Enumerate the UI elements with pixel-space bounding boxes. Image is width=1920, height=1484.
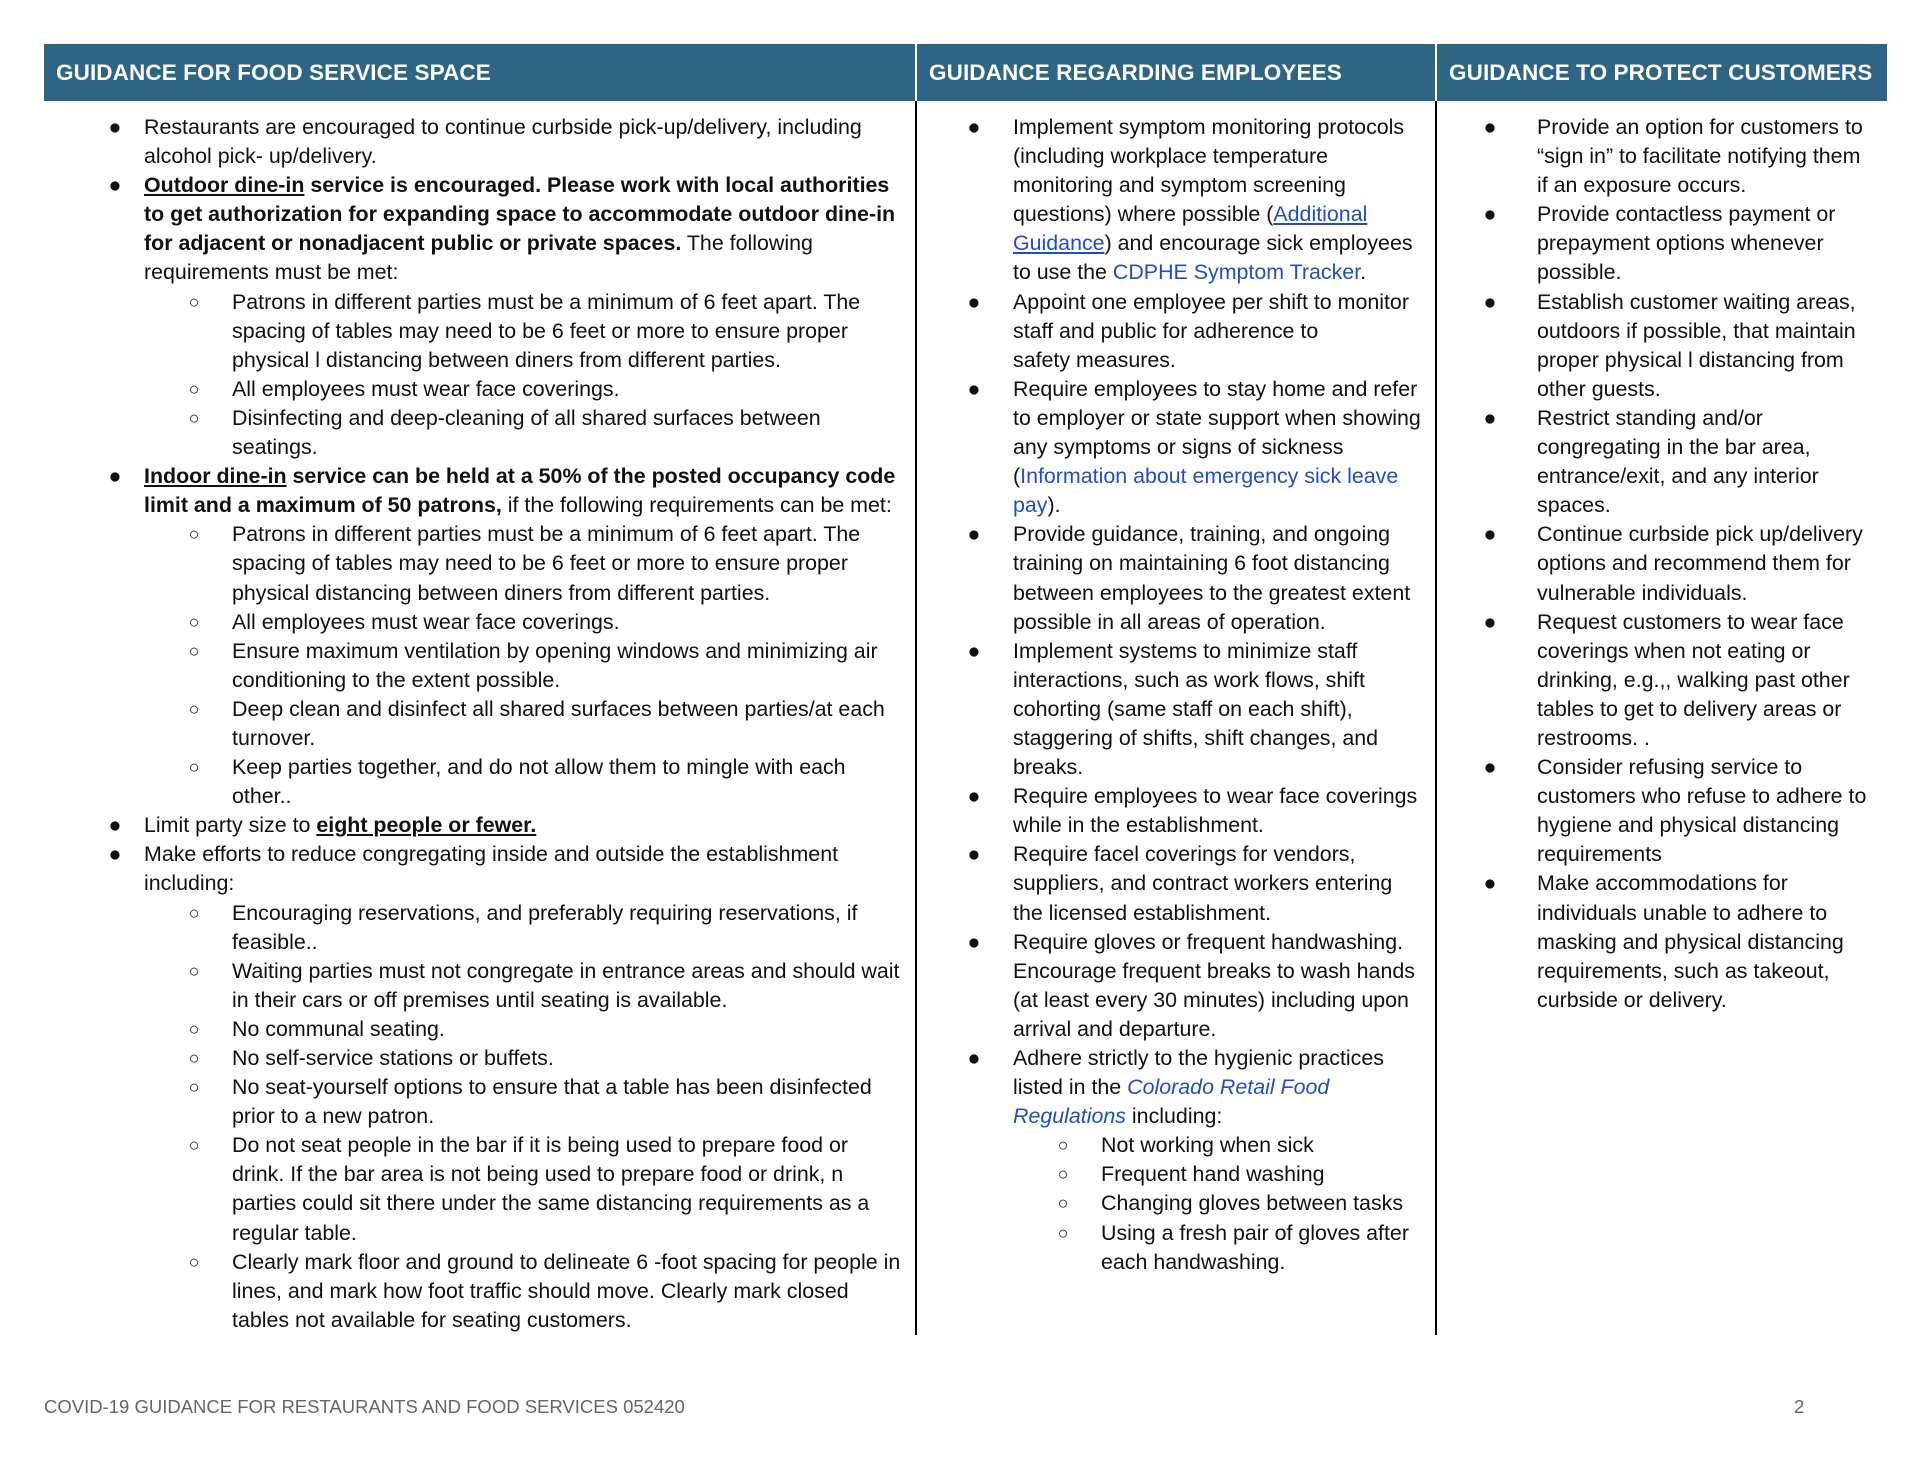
circle-bullet-icon: ○ [188,1048,200,1068]
list-item: ● Establish customer waiting areas, outdoors if possible, that maintain proper physical l distancing from other guests. [1437,288,1877,404]
circle-bullet-icon: ○ [188,960,200,981]
list-item: ● Require employees to stay home and refer to employer or state support when showing any symptoms or signs of sickness (Information about emergency sick leave pay). [917,375,1425,520]
list-item: ● Require gloves or frequent handwashing. Encourage frequent breaks to wash hands (at least every 30 minutes) including upon arrival and departure. [917,928,1425,1044]
bullet-icon: ● [108,813,122,838]
customers-column [1436,101,1887,1335]
sub-list-item: ○ Patrons in different parties must be a minimum of 6 feet apart. The spacing of tables may need to be 6 feet or more to ensure proper physical l distancing between diners from different parties. [144,288,905,375]
list-item: ● Implement systems to minimize staff interactions, such as work flows, shift cohorting (same staff on each shift), staggering of shifts, shift changes, and breaks. [917,637,1425,782]
list-item: ● Continue curbside pick up/delivery options and recommend them for vulnerable individuals. [1437,520,1877,607]
list-item: ● Adhere strictly to the hygienic practices listed in the Colorado Retail Food Regulations including: ○ Not working when sick ○ Frequent hand washing ○ Changing gloves between tasks ○ Using a fresh pair of gloves after each handwashing. [917,1044,1425,1277]
circle-bullet-icon: ○ [188,640,200,661]
bullet-icon: ● [1483,609,1497,634]
bullet-icon: ● [1483,522,1497,547]
sub-list-item: ○ All employees must wear face coverings. [144,608,905,637]
sub-list-item: ○ All employees must wear face coverings. [144,375,905,404]
bullet-icon: ● [108,464,122,489]
sub-list-item: ○ Do not seat people in the bar if it is being used to prepare food or drink. If the bar area is not being used to prepare food or drink, n parties could sit there under the same distancing requirements as a regular table. [144,1131,905,1247]
page-footer: COVID-19 GUIDANCE FOR RESTAURANTS AND FOOD SERVICES 052420 [44,1396,685,1417]
bullet-icon: ● [967,1046,981,1070]
sub-list-item: ○ No communal seating. [144,1015,905,1044]
header-customers: GUIDANCE TO PROTECT CUSTOMERS [1436,44,1887,101]
list-item-party-size: ● Limit party size to eight people or fewer. [44,811,905,840]
list-item: ● Restaurants are encouraged to continue curbside pick-up/delivery, including alcohol pick- up/delivery. [44,113,905,171]
circle-bullet-icon: ○ [188,1018,200,1039]
emergency-sick-leave-link[interactable]: Information about emergency sick leave pay [1013,464,1399,518]
sub-list-item: ○ Encouraging reservations, and preferably requiring reservations, if feasible.. [144,899,905,957]
sub-list-item: ○ Not working when sick [1013,1131,1425,1160]
bullet-icon: ● [967,929,981,954]
circle-bullet-icon: ○ [188,407,200,428]
circle-bullet-icon: ○ [1057,1193,1069,1214]
circle-bullet-icon: ○ [188,524,200,545]
sub-list-item: ○ Deep clean and disinfect all shared surfaces between parties/at each turnover. [144,695,905,753]
bullet-icon: ● [967,842,981,867]
list-item: ● Consider refusing service to customers who refuse to adhere to hygiene and physical distancing requirements [1437,753,1877,869]
bullet-icon: ● [967,289,981,314]
list-item: ● Restrict standing and/or congregating in the bar area, entrance/exit, and any interior spaces. [1437,404,1877,520]
list-item: ● Appoint one employee per shift to monitor staff and public for adherence to safety measures. [917,288,1425,375]
bullet-icon: ● [967,784,981,809]
food-service-column [44,101,916,1335]
page-number: 2 [1794,1396,1805,1417]
additional-guidance-link[interactable]: Additional Guidance [1013,202,1368,256]
list-item-congregating: ● Make efforts to reduce congregating inside and outside the establishment including: ○ Encouraging reservations, and preferably requiring reservations, if feasible.. ○ Waiting parties must not congregate in entrance areas and should wait in their cars or off premises until seating is available. ○ No communal seating. ○ No self-service stations or buffets. ○ No seat-yourself options to ensure that a table has been disinfected prior to a new patron. ○ Do not seat people in the bar if it is being used to prepare food or drink. If the bar area is not being used to prepare food or drink, n parties could sit there under the same distancing requirements as a regular table. ○ Clearly mark floor and ground to delineate 6 -foot spacing for people in lines, and mark how foot traffic should move. Clearly mark closed tables not available for seating customers. [44,840,905,1335]
bullet-icon: ● [1483,871,1497,896]
list-item: ● Provide contactless payment or prepayment options whenever possible. [1437,200,1877,287]
list-item: ● Require employees to wear face coverings while in the establishment. [917,782,1425,840]
cdphe-symptom-tracker-link[interactable]: CDPHE Symptom Tracker [1112,260,1361,285]
sub-list-item: ○ Disinfecting and deep-cleaning of all shared surfaces between seatings. [144,404,905,462]
circle-bullet-icon: ○ [188,1077,200,1098]
list-item-outdoor-dine-in: ● Outdoor dine-in service is encouraged. Please work with local authorities to get authorization for expanding space to accommodate outdoor dine-in for adjacent or nonadjacent public or private spaces. The following requirements must be met: ○ Patrons in different parties must be a minimum of 6 feet apart. The spacing of tables may need to be 6 feet or more to ensure proper physical l distancing between diners from different parties. ○ All employees must wear face coverings. ○ Disinfecting and deep-cleaning of all shared surfaces between seatings. [44,171,905,462]
sub-list-item: ○ Waiting parties must not congregate in entrance areas and should wait in their cars or off premises until seating is available. [144,957,905,1015]
bullet-icon: ● [967,522,981,547]
outdoor-dine-in-link: Outdoor dine-in [144,173,305,198]
list-item: ● Implement symptom monitoring protocols (including workplace temperature monitoring and symptom screening questions) where possible (Additional Guidance) and encourage sick employees to use the CDPHE Symptom Tracker. [917,113,1425,288]
circle-bullet-icon: ○ [1057,1222,1069,1243]
circle-bullet-icon: ○ [188,757,200,778]
bullet-icon: ● [967,376,981,401]
bullet-icon: ● [1483,202,1497,227]
employees-column [916,101,1436,1335]
sub-list-item: ○ No self-service stations or buffets. [144,1044,905,1073]
sub-list-item: ○ Patrons in different parties must be a minimum of 6 feet apart. The spacing of tables may need to be 6 feet or more to ensure proper physical distancing between diners from different parties. [144,520,905,607]
circle-bullet-icon: ○ [188,902,200,923]
circle-bullet-icon: ○ [188,1135,200,1156]
sub-list-item: ○ No seat-yourself options to ensure that a table has been disinfected prior to a new patron. [144,1073,905,1131]
list-item: ● Require facel coverings for vendors, suppliers, and contract workers entering the licensed establishment. [917,840,1425,927]
guidance-page [44,44,1887,1335]
bullet-icon: ● [108,173,122,198]
header-row [44,44,1887,101]
bullet-icon: ● [1483,115,1497,139]
list-item: ● Provide an option for customers to “sign in” to facilitate notifying them if an exposure occurs. [1437,113,1877,200]
colorado-retail-food-regulations-link[interactable]: Colorado Retail Food Regulations [1013,1075,1330,1129]
sub-list-item: ○ Changing gloves between tasks [1013,1189,1425,1218]
header-food-service-space: GUIDANCE FOR FOOD SERVICE SPACE [44,44,916,101]
indoor-dine-in-link: Indoor dine-in [144,464,287,489]
bullet-icon: ● [967,115,981,139]
bullet-icon: ● [108,842,122,867]
circle-bullet-icon: ○ [1057,1164,1069,1185]
list-item: ● Provide guidance, training, and ongoing training on maintaining 6 foot distancing between employees to the greatest extent possible in all areas of operation. [917,520,1425,636]
list-item-indoor-dine-in: ● Indoor dine-in service can be held at a 50% of the posted occupancy code limit and a maximum of 50 patrons, if the following requirements can be met: ○ Patrons in different parties must be a minimum of 6 feet apart. The spacing of tables may need to be 6 feet or more to ensure proper physical distancing between diners from different parties. ○ All employees must wear face coverings. ○ Ensure maximum ventilation by opening windows and minimizing air conditioning to the extent possible. ○ Deep clean and disinfect all shared surfaces between parties/at each turnover. ○ Keep parties together, and do not allow them to mingle with each other.. [44,462,905,811]
circle-bullet-icon: ○ [188,291,200,312]
sub-list-item: ○ Ensure maximum ventilation by opening windows and minimizing air conditioning to the extent possible. [144,637,905,695]
circle-bullet-icon: ○ [188,1251,200,1272]
sub-list-item: ○ Keep parties together, and do not allow them to mingle with each other.. [144,753,905,811]
bullet-icon: ● [1483,289,1497,314]
bullet-icon: ● [108,115,122,139]
sub-list-item: ○ Frequent hand washing [1013,1160,1425,1189]
circle-bullet-icon: ○ [188,378,200,399]
header-employees: GUIDANCE REGARDING EMPLOYEES [916,44,1436,101]
bullet-icon: ● [1483,405,1497,430]
bullet-icon: ● [967,638,981,663]
circle-bullet-icon: ○ [1057,1135,1069,1156]
list-item: ● Request customers to wear face coverings when not eating or drinking, e.g.,, walking past other tables to get to delivery areas or restrooms. . [1437,608,1877,753]
bullet-icon: ● [1483,755,1497,780]
sub-list-item: ○ Using a fresh pair of gloves after each handwashing. [1013,1219,1425,1277]
guidance-table [44,44,1887,1335]
sub-list-item: ○ Clearly mark floor and ground to delineate 6 -foot spacing for people in lines, and mark how foot traffic should move. Clearly mark closed tables not available for seating customers. [144,1248,905,1335]
list-item: ● Make accommodations for individuals unable to adhere to masking and physical distancing requirements, such as takeout, curbside or delivery. [1437,869,1877,1014]
circle-bullet-icon: ○ [188,698,200,719]
circle-bullet-icon: ○ [188,611,200,632]
